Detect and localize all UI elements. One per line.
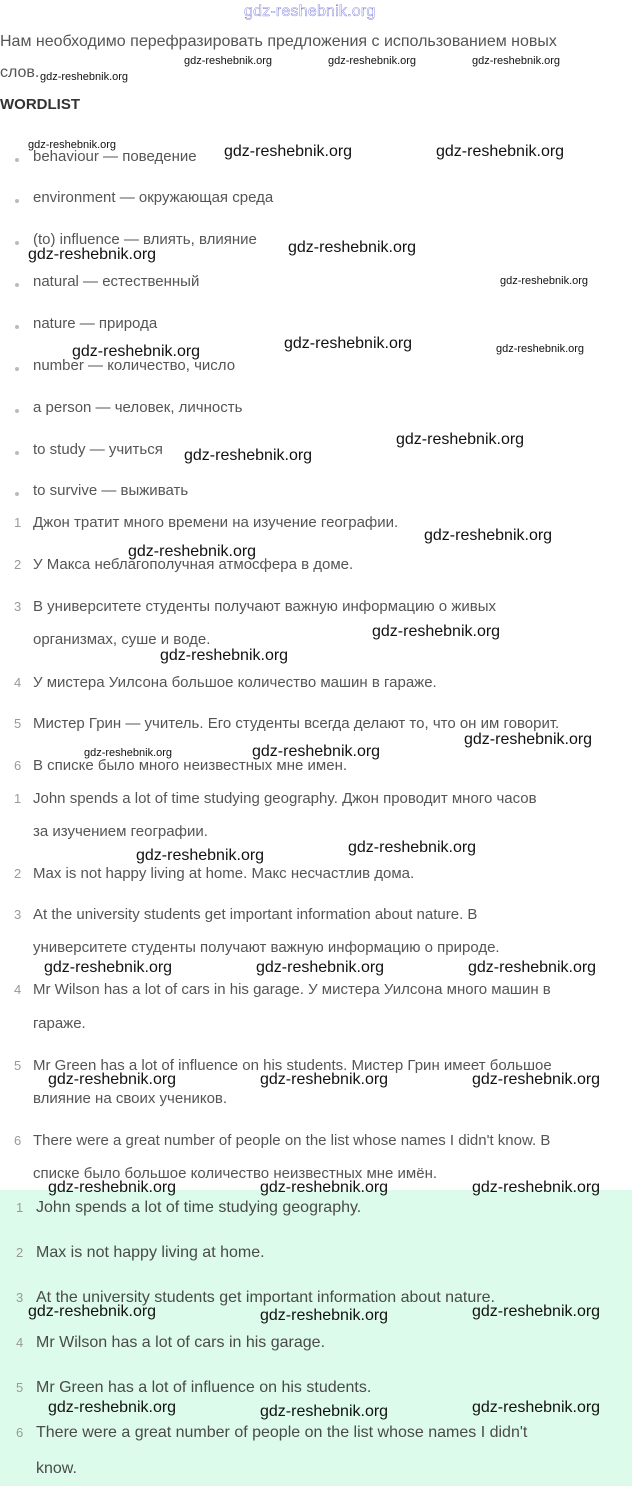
watermark: gdz-reshebnik.org <box>260 1071 389 1088</box>
sentence-line: Mr Wilson has a lot of cars in his garage. У мистера Уилсона много машин в <box>33 981 551 998</box>
watermark: gdz-reshebnik.org <box>260 1403 389 1420</box>
sentence-line: организмах, суше и воде. <box>33 631 211 648</box>
sentence-line: Mr Green has a lot of influence on his students. <box>36 1379 372 1396</box>
intro-text: Нам необходимо перефразировать предложения с использованием новых <box>0 33 557 50</box>
sentence-line: John spends a lot of time studying geography. Джон проводит много часов <box>33 790 537 807</box>
bullet-icon <box>15 367 19 371</box>
sentence-line: У Макса неблагополучная атмосфера в доме. <box>33 556 354 573</box>
bullet-icon <box>15 283 19 287</box>
bullet-icon <box>15 158 19 162</box>
watermark: gdz-reshebnik.org <box>288 239 417 256</box>
item-number: 3 <box>16 1290 24 1305</box>
watermark: gdz-reshebnik.org <box>28 139 117 151</box>
sentence-line: гараже. <box>33 1015 86 1032</box>
item-number: 4 <box>14 982 22 997</box>
sentence-line: know. <box>36 1460 77 1477</box>
item-number: 5 <box>14 1058 22 1073</box>
watermark: gdz-reshebnik.org <box>28 246 157 263</box>
watermark: gdz-reshebnik.org <box>468 959 597 976</box>
wordlist-item: number — количество, число <box>33 357 236 374</box>
watermark: gdz-reshebnik.org <box>256 959 385 976</box>
watermark: gdz-reshebnik.org <box>328 55 417 67</box>
item-number: 5 <box>14 716 22 731</box>
watermark: gdz-reshebnik.org <box>40 71 129 83</box>
watermark: gdz-reshebnik.org <box>84 747 173 759</box>
watermark: gdz-reshebnik.org <box>284 335 413 352</box>
sentence-line: Mr Green has a lot of influence on his students. Мистер Грин имеет большое <box>33 1057 552 1074</box>
item-number: 6 <box>16 1425 24 1440</box>
sentence-line: Max is not happy living at home. <box>36 1244 265 1261</box>
sentence-line: Мистер Грин — учитель. Его студенты всегда делают то, что он им говорит. <box>33 715 560 732</box>
sentence-line: В университете студенты получают важную информацию о живых <box>33 598 496 615</box>
wordlist-item: nature — природа <box>33 315 158 332</box>
item-number: 1 <box>16 1200 24 1215</box>
sentence-line: John spends a lot of time studying geography. <box>36 1199 362 1216</box>
watermark: gdz-reshebnik.org <box>472 1303 601 1320</box>
wordlist-item: a person — человек, личность <box>33 399 243 416</box>
watermark: gdz-reshebnik.org <box>396 431 525 448</box>
bullet-icon <box>15 199 19 203</box>
bullet-icon <box>15 451 19 455</box>
watermark: gdz-reshebnik.org <box>136 847 265 864</box>
sentence-line: списке было большое количество неизвестных мне имён. <box>33 1165 438 1182</box>
sentence-line: У мистера Уилсона большое количество машин в гараже. <box>33 674 437 691</box>
watermark: gdz-reshebnik.org <box>184 55 273 67</box>
watermark: gdz-reshebnik.org <box>224 143 353 160</box>
watermark: gdz-reshebnik.org <box>496 343 585 355</box>
watermark: gdz-reshebnik.org <box>472 1071 601 1088</box>
sentence-line: There were a great number of people on the list whose names I didn't <box>36 1424 528 1441</box>
watermark: gdz-reshebnik.org <box>48 1179 177 1196</box>
watermark: gdz-reshebnik.org <box>500 275 589 287</box>
watermark: gdz-reshebnik.org <box>48 1071 177 1088</box>
sentence-line: Джон тратит много времени на изучение географии. <box>33 514 399 531</box>
watermark: gdz-reshebnik.org <box>160 647 289 664</box>
sentence-line: At the university students get important information about nature. В <box>33 906 478 923</box>
bullet-icon <box>15 241 19 245</box>
watermark: gdz-reshebnik.org <box>184 447 313 464</box>
sentence-line: Mr Wilson has a lot of cars in his garage. <box>36 1334 326 1351</box>
watermark: gdz-reshebnik.org <box>128 543 257 560</box>
sentence-line: Max is not happy living at home. Макс несчастлив дома. <box>33 865 415 882</box>
item-number: 1 <box>14 515 22 530</box>
watermark: gdz-reshebnik.org <box>472 55 561 67</box>
watermark-header: gdz-reshebnik.org <box>244 3 376 20</box>
sentence-line: There were a great number of people on the list whose names I didn't know. В <box>33 1132 551 1149</box>
item-number: 4 <box>16 1335 24 1350</box>
wordlist-item: natural — естественный <box>33 273 200 290</box>
item-number: 3 <box>14 599 22 614</box>
wordlist-item: environment — окружающая среда <box>33 189 274 206</box>
wordlist-item: (to) influence — влиять, влияние <box>33 231 257 248</box>
intro-text: слов. <box>0 64 40 81</box>
bullet-icon <box>15 409 19 413</box>
sentence-line: за изучением географии. <box>33 823 208 840</box>
watermark: gdz-reshebnik.org <box>472 1399 601 1416</box>
item-number: 5 <box>16 1380 24 1395</box>
watermark: gdz-reshebnik.org <box>44 959 173 976</box>
sentence-line: At the university students get important information about nature. <box>36 1289 495 1306</box>
bullet-icon <box>15 492 19 496</box>
wordlist-item: to survive — выживать <box>33 482 189 499</box>
wordlist-item: behaviour — поведение <box>33 148 197 165</box>
watermark: gdz-reshebnik.org <box>260 1307 389 1324</box>
item-number: 1 <box>14 791 22 806</box>
sentence-line: университете студенты получают важную информацию о природе. <box>33 939 500 956</box>
watermark: gdz-reshebnik.org <box>436 143 565 160</box>
item-number: 3 <box>14 907 22 922</box>
item-number: 2 <box>14 866 22 881</box>
item-number: 6 <box>14 758 22 773</box>
wordlist-title: WORDLIST <box>0 96 80 113</box>
watermark: gdz-reshebnik.org <box>48 1399 177 1416</box>
watermark: gdz-reshebnik.org <box>260 1179 389 1196</box>
watermark: gdz-reshebnik.org <box>372 623 501 640</box>
item-number: 4 <box>14 675 22 690</box>
watermark: gdz-reshebnik.org <box>464 731 593 748</box>
sentence-line: В списке было много неизвестных мне имен. <box>33 757 348 774</box>
watermark: gdz-reshebnik.org <box>72 343 201 360</box>
bullet-icon <box>15 325 19 329</box>
item-number: 6 <box>14 1133 22 1148</box>
watermark: gdz-reshebnik.org <box>252 743 381 760</box>
watermark: gdz-reshebnik.org <box>472 1179 601 1196</box>
item-number: 2 <box>16 1245 24 1260</box>
sentence-line: влияние на своих учеников. <box>33 1090 228 1107</box>
watermark: gdz-reshebnik.org <box>28 1303 157 1320</box>
wordlist-item: to study — учиться <box>33 441 163 458</box>
watermark: gdz-reshebnik.org <box>424 527 553 544</box>
watermark: gdz-reshebnik.org <box>348 839 477 856</box>
item-number: 2 <box>14 557 22 572</box>
